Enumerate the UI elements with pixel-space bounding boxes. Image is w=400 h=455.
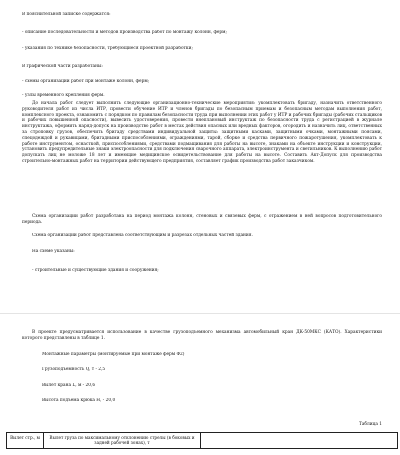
list-item: - схемы организации работ при монтаже колонн, ферм; xyxy=(22,79,150,84)
table-caption: Таблица 1 xyxy=(358,422,382,427)
intro-line: В пояснительной записке содержатся: xyxy=(22,12,111,17)
list-item: - описание последовательности и методов производства работ по монтажу колонн, ферм; xyxy=(22,30,227,35)
table-cell: Вылет груза по максимальному отклонению стрелы (в боковых и задней рабочей зонах), т xyxy=(44,433,201,449)
table-cell: Вылет стр., м xyxy=(7,433,44,449)
scheme-paragraph: Схема организации работ разработана на период монтажа колонн, стеновых и связевых ферм, с отражением в ней вопросов подготовительного периода. xyxy=(22,214,382,225)
crane-intro: В проекте предусматривается использование в качестве грузоподъемного механизма автомобильный кран ДК-50МКС (КАТО). Характеристики которого представлены в таблице 1. xyxy=(22,330,382,341)
page-break xyxy=(0,313,400,314)
list-item: - указания по технике безопасности, требующиеся проектной разработки; xyxy=(22,46,193,51)
scheme-note: Схема организации работ представлена соответствующим и разрезах отдельных частей здания. xyxy=(32,233,253,238)
param-line: Вылет крана L, м - 20,6 xyxy=(42,383,96,388)
main-paragraph: До начала работ следует выполнить следующие организационно-технические мероприятия: укомплектовать бригаду, назначить ответственного руководителя работ из числа ИТР, провести обучение ИТР и членов бригады по безопасным приемам и безопасным методам выполнения работ, комплексного проекта, ознакомить с порядком по правилам безопасности труда при выполнении этих работ у ИТР и рабочих бригады (рабочих стальщиков и рабочих повышенной опасности), вывесить удостоверения, провести внеплановый инструктаж по безопасности труда с регистрацией в журнале инструктажа, оформить наряд-допуск на производство работ в местах действия опасных или вредных факторов, огородить и назначить лиц, ответственных за строповку грузов, обеспечить бригаду средствами индивидуальной защиты: защитными касками, защитными очками, монтажными поясами, спецодеждой и рукавицами, бригадными приспособлениями, ограждениями, тарой, сборке и средства первичного пожаротушения, укомплектовать к работе инструментом, оснасткой, приспособлениями, средствами подмащивания для работы на высоте, знаками на объекте инструкции и конструкции, установить предупредительные знаки электроопасности для подключения сварочного аппарата, электроинструмента и светильников. К выполнению работ допускать лиц не моложе 18 лет и имеющие медицинское освидетельствование для работы на высоте. Составить Акт-Допуск для производства строительно-монтажных работ на территории действующего предприятия, составляет график производства работ заказчиком. xyxy=(22,101,382,164)
graphic-section-heading: В графической части разработаны: xyxy=(22,64,103,69)
crane-spec-table xyxy=(6,432,398,449)
list-item: - узлы временного крепления ферм. xyxy=(22,93,105,98)
table-cell xyxy=(201,433,398,449)
list-item: - строительные и существующие здания и сооружения; xyxy=(32,268,159,273)
table-row xyxy=(7,433,398,449)
param-line: Грузоподъемность Q, т - 2,5 xyxy=(42,367,106,372)
params-header: Монтажные параметры (монтируемые при монтаже ферм Ф2) xyxy=(42,352,185,357)
param-line: Высота подъема крюка H, - 20,0 xyxy=(42,398,116,403)
scheme-list-heading: На схеме указаны: xyxy=(32,249,75,254)
